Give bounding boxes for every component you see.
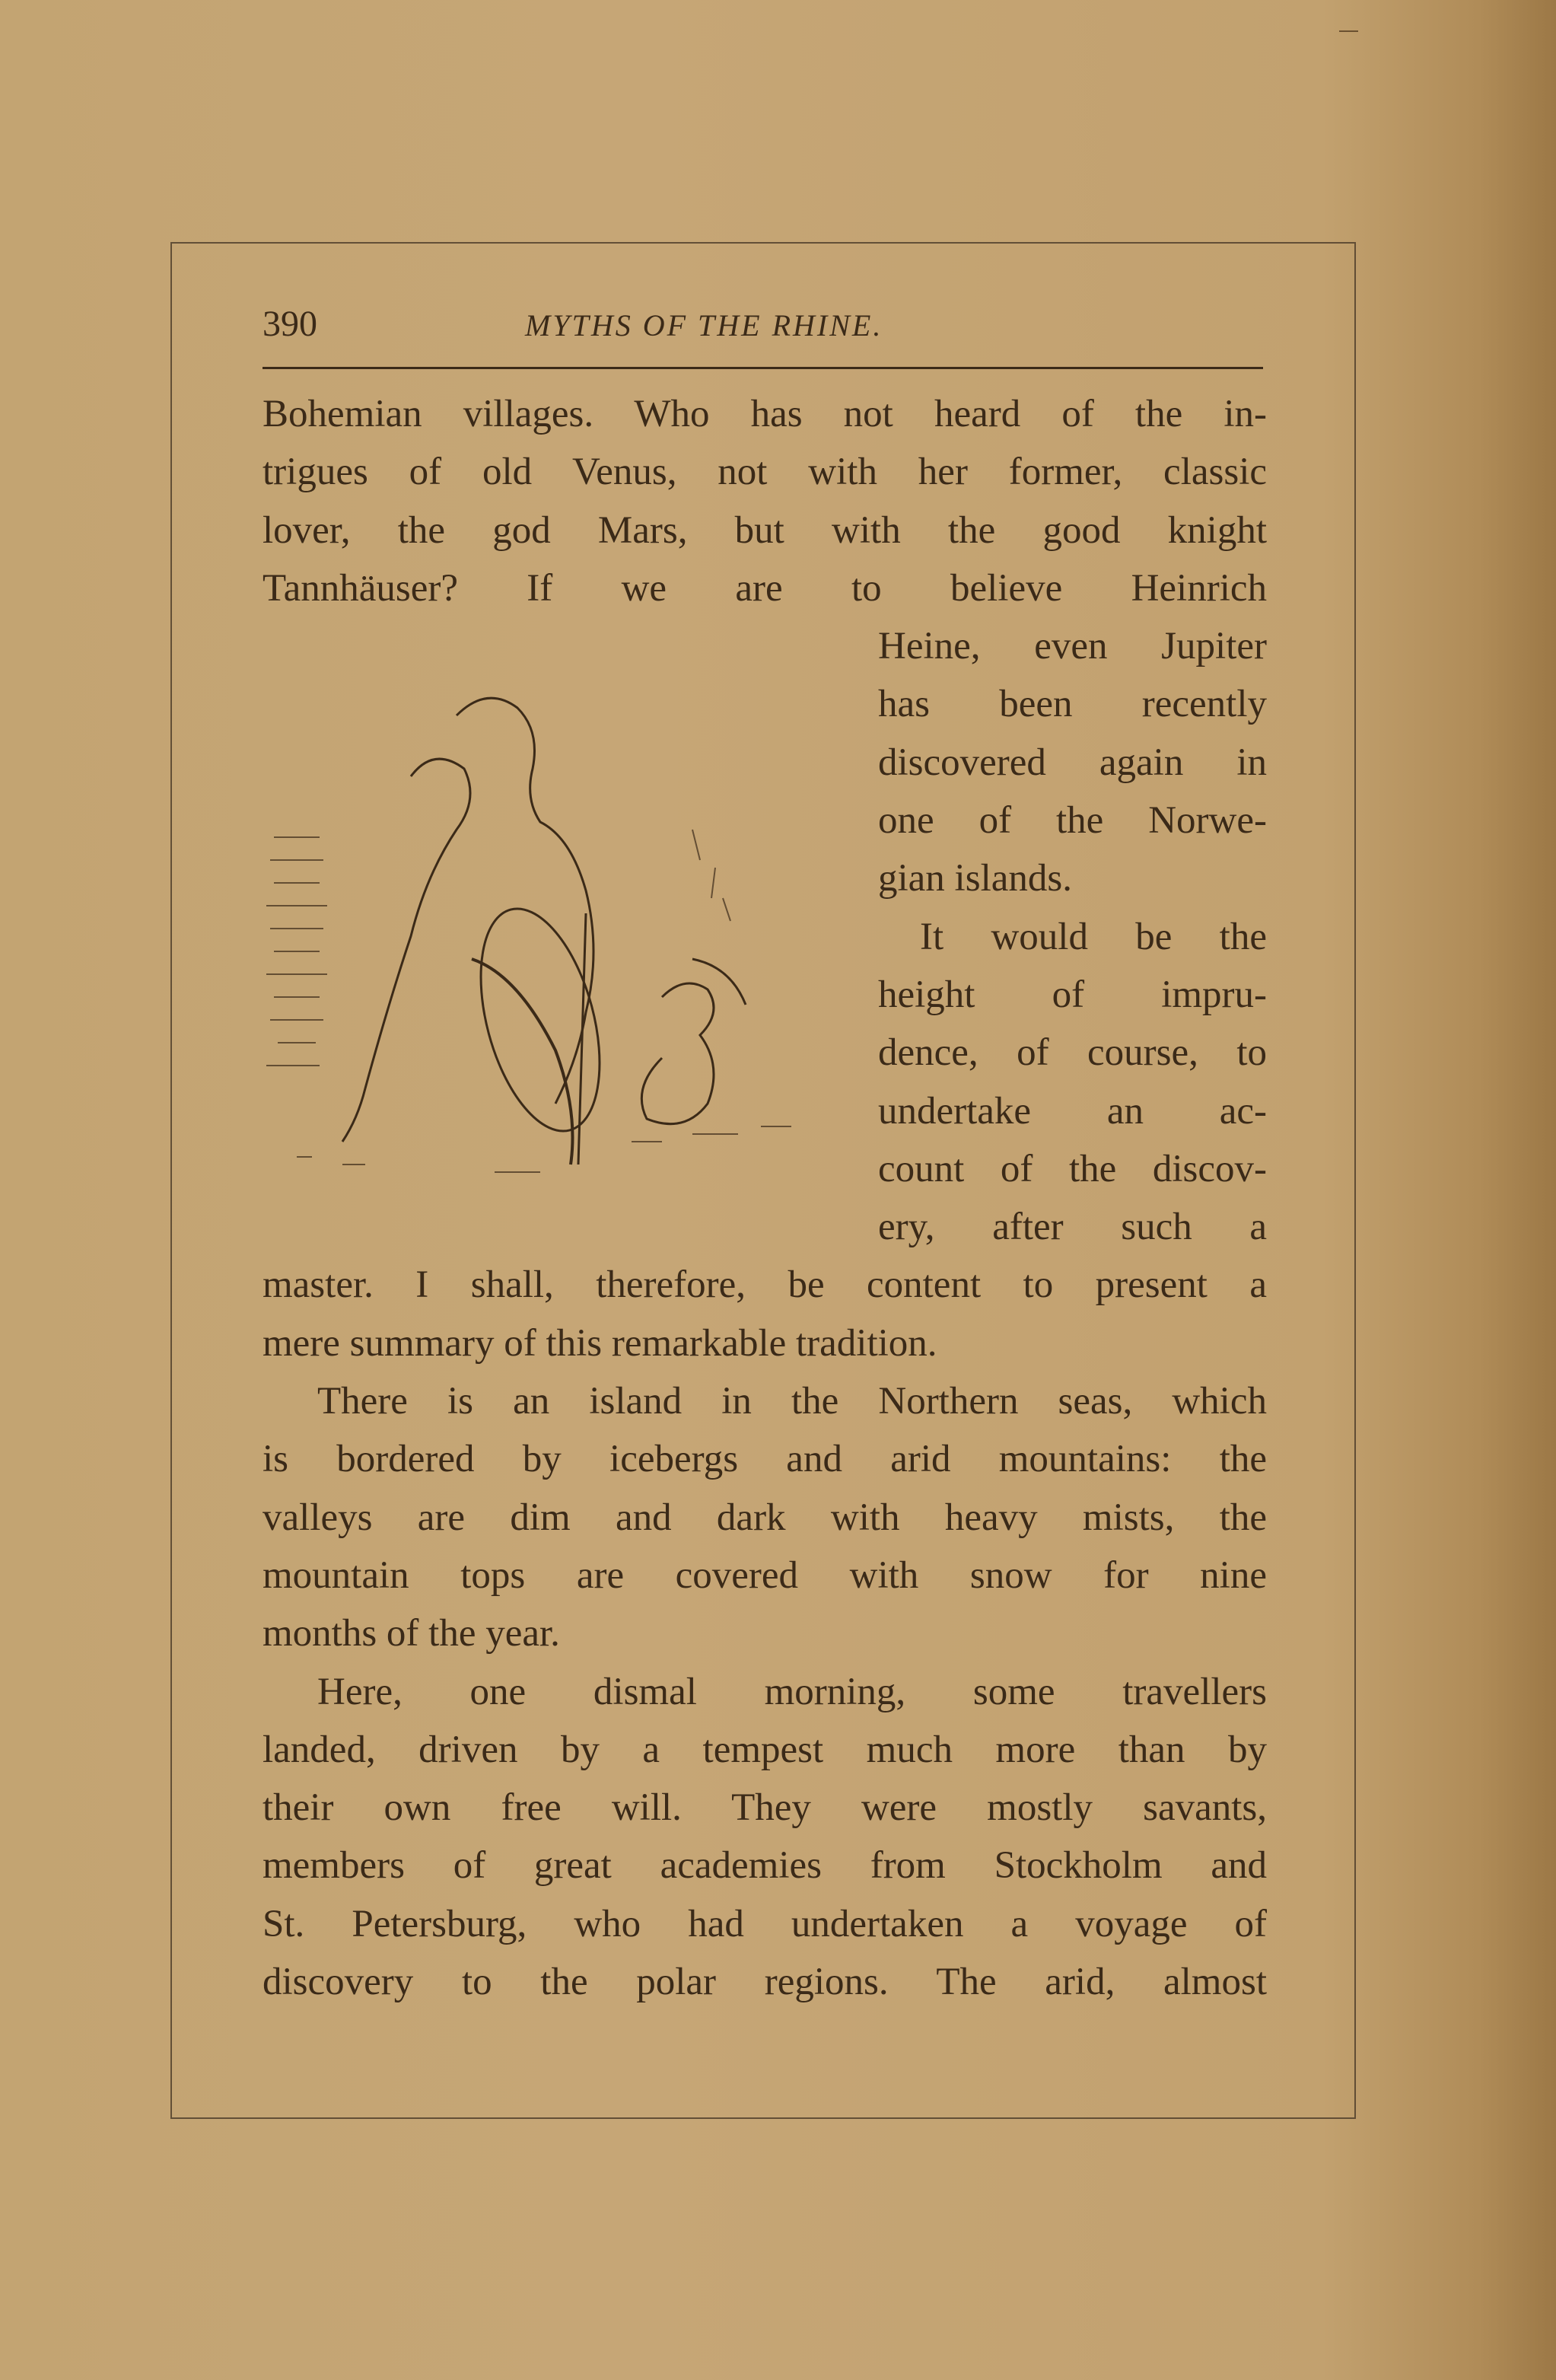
text-line: mountain tops are covered with snow for nine bbox=[263, 1553, 1267, 1597]
text-line: gian islands. bbox=[878, 857, 1072, 900]
text-line: It would be the bbox=[920, 915, 1267, 958]
text-line: discovered again in bbox=[878, 741, 1267, 784]
text-line: height of impru- bbox=[878, 973, 1267, 1016]
text-line: is bordered by icebergs and arid mountains: the bbox=[263, 1438, 1267, 1481]
text-line: dence, of course, to bbox=[878, 1031, 1267, 1075]
text-line: their own free will. They were mostly savants, bbox=[263, 1786, 1267, 1830]
text-line: lover, the god Mars, but with the good knight bbox=[263, 508, 1267, 552]
text-line: discovery to the polar regions. The arid, almost bbox=[263, 1961, 1267, 2004]
text-line: Here, one dismal morning, some travellers bbox=[317, 1670, 1267, 1713]
running-title: MYTHS OF THE RHINE. bbox=[525, 308, 883, 343]
text-line: Tannhäuser? If we are to believe Heinrich bbox=[263, 566, 1267, 610]
text-line: valleys are dim and dark with heavy mists, the bbox=[263, 1496, 1267, 1539]
text-line: landed, driven by a tempest much more than by bbox=[263, 1728, 1267, 1771]
text-line: mere summary of this remarkable tradition. bbox=[263, 1321, 937, 1365]
text-line: members of great academies from Stockholm and bbox=[263, 1844, 1267, 1888]
scan-mark bbox=[1339, 30, 1358, 32]
text-line: months of the year. bbox=[263, 1612, 560, 1655]
text-line: Bohemian villages. Who has not heard of the in- bbox=[263, 393, 1267, 435]
text-line: There is an island in the Northern seas, which bbox=[317, 1380, 1267, 1423]
text-line: undertake an ac- bbox=[878, 1089, 1267, 1133]
body-text bbox=[263, 385, 1267, 2011]
text-line: trigues of old Venus, not with her former, classic bbox=[263, 451, 1267, 494]
text-line: count of the discov- bbox=[878, 1147, 1267, 1190]
text-line: one of the Norwe- bbox=[878, 799, 1267, 843]
header-rule bbox=[263, 367, 1263, 369]
text-line: has been recently bbox=[878, 683, 1267, 726]
page-number: 390 bbox=[263, 304, 317, 344]
text-line: ery, after such a bbox=[878, 1206, 1267, 1249]
text-line: St. Petersburg, who had undertaken a voyage of bbox=[263, 1902, 1267, 1945]
text-line: master. I shall, therefore, be content to present a bbox=[263, 1263, 1267, 1307]
text-line: Heine, even Jupiter bbox=[878, 625, 1267, 668]
